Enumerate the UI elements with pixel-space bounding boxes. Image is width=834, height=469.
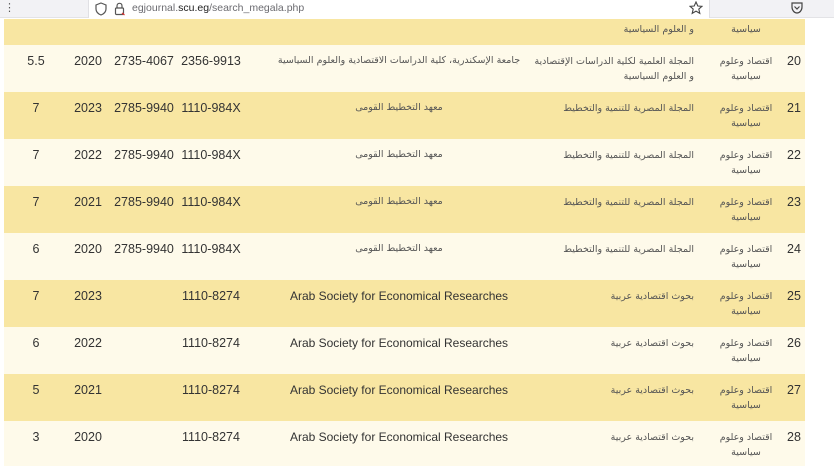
eissn-cell: 2785-9940: [114, 242, 174, 256]
issn-cell: 1110-984X: [181, 195, 241, 209]
score-cell: 6: [32, 242, 40, 256]
category-cell: اقتصاد وعلوم سياسية: [719, 103, 773, 129]
journal-cell: و العلوم السياسية: [623, 24, 694, 35]
issn-cell: 1110-984X: [181, 148, 241, 162]
row-number: 24: [787, 242, 801, 256]
publisher-cell: معهد التخطيط القومى: [355, 102, 443, 113]
pocket-icon[interactable]: [790, 1, 804, 15]
issn-cell: 1110-8274: [182, 383, 240, 397]
journal-cell: بحوث اقتصادية عربية: [610, 385, 694, 396]
overflow-icon[interactable]: ⋮: [4, 2, 15, 14]
publisher-cell: Arab Society for Economical Researches: [289, 336, 509, 350]
score-cell: 5.5: [27, 54, 45, 68]
year-cell: 2020: [74, 54, 102, 68]
eissn-cell: 2785-9940: [114, 101, 174, 115]
publisher-cell: معهد التخطيط القومى: [355, 196, 443, 207]
publisher-cell: Arab Society for Economical Researches: [289, 430, 509, 444]
journal-cell: بحوث اقتصادية عربية: [610, 338, 694, 349]
category-cell: سياسية: [731, 24, 761, 35]
browser-toolbar: [0, 0, 834, 18]
category-cell: اقتصاد وعلوم سياسية: [719, 244, 773, 270]
address-bar[interactable]: [88, 0, 710, 18]
row-number: 28: [787, 430, 801, 444]
journal-cell: المجلة المصرية للتنمية والتخطيط: [563, 197, 694, 208]
table-row-partial: [4, 19, 805, 45]
table-row: [4, 45, 805, 92]
row-number: 23: [787, 195, 801, 209]
table-row: [4, 139, 805, 186]
year-cell: 2020: [74, 430, 102, 444]
journal-cell: المجلة المصرية للتنمية والتخطيط: [563, 150, 694, 161]
journal-cell: المجلة العلمية لكلية الدراسات الإقتصادية و العلوم السياسية: [534, 56, 694, 82]
publisher-cell: معهد التخطيط القومى: [355, 243, 443, 254]
tracking-shield-icon[interactable]: [95, 2, 107, 16]
issn-cell: 1110-984X: [181, 242, 241, 256]
score-cell: 6: [32, 336, 40, 350]
journal-cell: بحوث اقتصادية عربية: [610, 432, 694, 443]
issn-cell: 1110-8274: [182, 289, 240, 303]
journals-table: [4, 19, 805, 466]
url-text: egjournal.scu.eg/search_megala.php: [132, 2, 305, 14]
journal-cell: المجلة المصرية للتنمية والتخطيط: [563, 103, 694, 114]
score-cell: 7: [32, 148, 40, 162]
year-cell: 2020: [74, 242, 102, 256]
year-cell: 2021: [74, 195, 102, 209]
category-cell: اقتصاد وعلوم سياسية: [719, 385, 773, 411]
journal-cell: بحوث اقتصادية عربية: [610, 291, 694, 302]
issn-cell: 1110-984X: [181, 101, 241, 115]
eissn-cell: 2785-9940: [114, 195, 174, 209]
eissn-cell: 2785-9940: [114, 148, 174, 162]
publisher-cell: Arab Society for Economical Researches: [289, 383, 509, 397]
eissn-cell: 2735-4067: [114, 54, 174, 68]
issn-cell: 1110-8274: [182, 336, 240, 350]
year-cell: 2023: [74, 101, 102, 115]
category-cell: اقتصاد وعلوم سياسية: [719, 197, 773, 223]
category-cell: اقتصاد وعلوم سياسية: [719, 150, 773, 176]
year-cell: 2023: [74, 289, 102, 303]
table-row: [4, 374, 805, 421]
page-margin: [805, 19, 834, 469]
table-row: [4, 186, 805, 233]
row-number: 22: [787, 148, 801, 162]
table-row: [4, 327, 805, 374]
row-number: 21: [787, 101, 801, 115]
publisher-cell: Arab Society for Economical Researches: [289, 289, 509, 303]
table-row: [4, 280, 805, 327]
year-cell: 2022: [74, 148, 102, 162]
bookmark-star-icon[interactable]: [689, 1, 703, 15]
score-cell: 7: [32, 101, 40, 115]
publisher-cell: معهد التخطيط القومى: [355, 149, 443, 160]
category-cell: اقتصاد وعلوم سياسية: [719, 56, 773, 82]
issn-cell: 2356-9913: [181, 54, 241, 68]
table-row: [4, 421, 805, 466]
issn-cell: 1110-8274: [182, 430, 240, 444]
category-cell: اقتصاد وعلوم سياسية: [719, 338, 773, 364]
journal-cell: المجلة المصرية للتنمية والتخطيط: [563, 244, 694, 255]
category-cell: اقتصاد وعلوم سياسية: [719, 432, 773, 458]
year-cell: 2021: [74, 383, 102, 397]
year-cell: 2022: [74, 336, 102, 350]
score-cell: 7: [32, 195, 40, 209]
row-number: 25: [787, 289, 801, 303]
category-cell: اقتصاد وعلوم سياسية: [719, 291, 773, 317]
row-number: 20: [787, 54, 801, 68]
row-number: 26: [787, 336, 801, 350]
score-cell: 5: [32, 383, 40, 397]
lock-icon[interactable]: [114, 2, 125, 16]
table-row: [4, 233, 805, 280]
table-row: [4, 92, 805, 139]
publisher-cell: جامعة الإسكندرية، كلية الدراسات الاقتصادية والعلوم السياسية: [277, 55, 521, 66]
score-cell: 7: [32, 289, 40, 303]
row-number: 27: [787, 383, 801, 397]
score-cell: 3: [32, 430, 40, 444]
